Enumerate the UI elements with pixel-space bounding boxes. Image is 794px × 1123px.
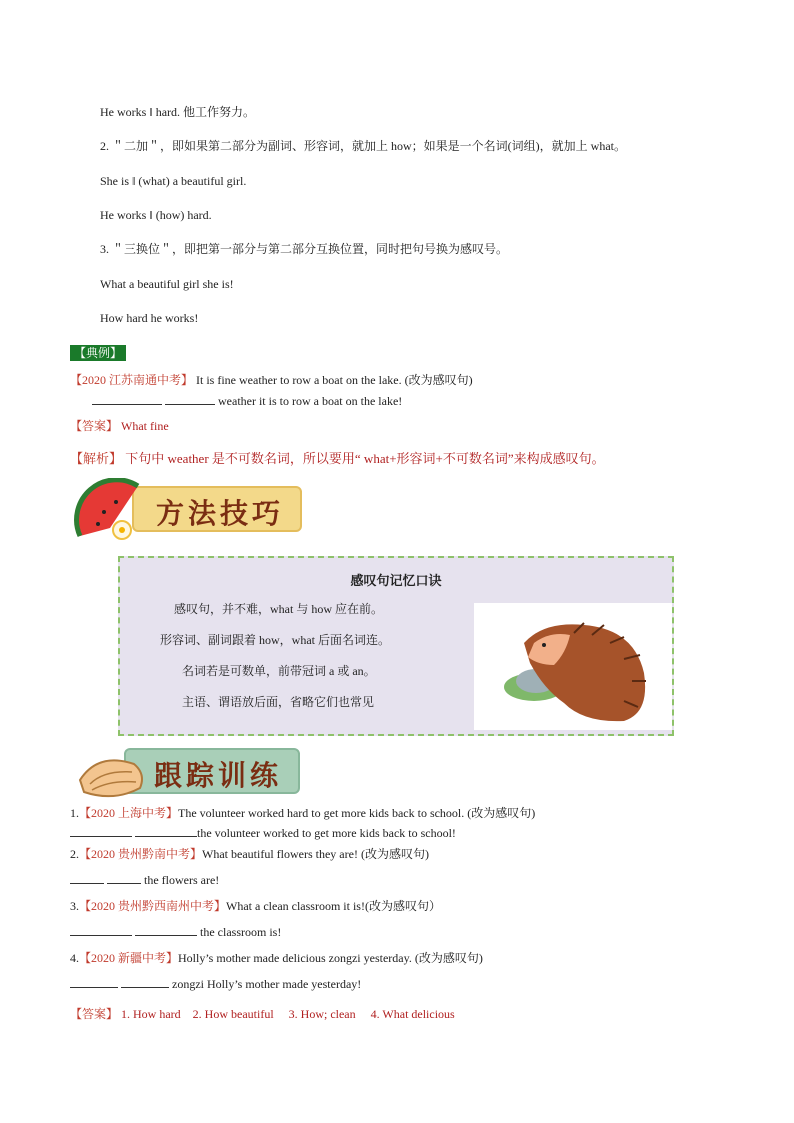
practice-answers-text: 1. How hard 2. How beautiful 3. How; clean 4. What delicious: [121, 1007, 455, 1021]
practice-question: [70, 898, 441, 914]
practice-question-text: What beautiful flowers they are! (改为感叹句): [202, 847, 429, 861]
answer-tag: 【答案】: [70, 419, 119, 433]
intro-line-2: 2. ＂二加＂，即如果第二部分为副词、形容词，就加上 how；如果是一个名词(词组)，就加上 what。: [100, 139, 626, 153]
example-fill: [92, 393, 402, 409]
practice-num: 1.: [70, 806, 79, 820]
practice-source: 【2020 上海中考】: [79, 806, 179, 820]
mnemonic-line-2: 形容词、副词跟着 how，what 后面名词连。: [160, 633, 390, 647]
shell-icon: [74, 740, 154, 812]
intro-line-7: How hard he works!: [100, 311, 199, 325]
practice-fill-text: the flowers are!: [144, 873, 220, 887]
blank[interactable]: [70, 976, 118, 988]
practice-fill-text: the volunteer worked to get more kids back to school!: [197, 826, 456, 840]
example-badge: 【典例】: [70, 345, 126, 361]
hedgehog-illustration: [474, 603, 672, 730]
mnemonic-line-1: 感叹句，并不难，what 与 how 应在前。: [174, 602, 383, 616]
practice-question-text: Holly’s mother made delicious zongzi yesterday. (改为感叹句): [178, 951, 483, 965]
method-banner: [74, 478, 304, 542]
intro-line-1: He works ‖ hard. 他工作努力。: [100, 105, 256, 119]
analysis-tag: 【解析】: [70, 451, 123, 466]
practice-banner: [74, 740, 304, 804]
blank[interactable]: [70, 825, 132, 837]
intro-line-4: He works ‖ (how) hard.: [100, 208, 212, 222]
blank[interactable]: [70, 924, 132, 936]
mnemonic-line-4: 主语、谓语放后面，省略它们也常见: [182, 695, 375, 709]
practice-source: 【2020 新疆中考】: [79, 951, 179, 965]
blank[interactable]: [121, 976, 169, 988]
example-source: 【2020 江苏南通中考】: [70, 373, 194, 387]
practice-source: 【2020 贵州黔南中考】: [79, 847, 203, 861]
intro-line-6: What a beautiful girl she is!: [100, 277, 234, 291]
practice-fill: [70, 825, 456, 841]
practice-fill: [70, 924, 281, 940]
practice-source: 【2020 贵州黔西南州中考】: [79, 899, 227, 913]
mnemonic-line-3: 名词若是可数单，前带冠词 a 或 an。: [182, 664, 376, 678]
practice-question: [70, 805, 535, 821]
example-analysis: [70, 451, 605, 467]
practice-question-text: What a clean classroom it is!(改为感叹句）: [226, 899, 441, 913]
mnemonic-title: 感叹句记忆口诀: [350, 573, 442, 588]
intro-line-3: She is ‖ (what) a beautiful girl.: [100, 174, 247, 188]
practice-question: [70, 846, 429, 862]
practice-answers: [70, 1006, 455, 1022]
blank[interactable]: [70, 872, 104, 884]
blank[interactable]: [135, 825, 197, 837]
example-question: [70, 372, 473, 388]
practice-question-text: The volunteer worked hard to get more kids back to school. (改为感叹句): [178, 806, 536, 820]
blank[interactable]: [135, 924, 197, 936]
practice-num: 2.: [70, 847, 79, 861]
practice-fill: [70, 976, 361, 992]
blank[interactable]: [107, 872, 141, 884]
example-answer: [70, 418, 169, 434]
practice-fill-text: zongzi Holly’s mother made yesterday!: [172, 977, 362, 991]
practice-banner-title: 跟踪训练: [154, 759, 283, 792]
watermelon-icon: [74, 478, 154, 550]
intro-line-5: 3. ＂三换位＂，即把第一部分与第二部分互换位置，同时把句号换为感叹号。: [100, 242, 509, 256]
example-question-text: It is fine weather to row a boat on the lake. (改为感叹句): [196, 373, 473, 387]
answer-text: What fine: [121, 419, 169, 433]
blank[interactable]: [165, 393, 215, 405]
method-banner-title: 方法技巧: [156, 497, 285, 530]
answer-tag: 【答案】: [70, 1007, 119, 1021]
blank[interactable]: [92, 393, 162, 405]
practice-num: 3.: [70, 899, 79, 913]
analysis-text: 下句中 weather 是不可数名词，所以要用“ what+形容词+不可数名词”来构成感叹句。: [125, 451, 605, 466]
practice-num: 4.: [70, 951, 79, 965]
practice-fill-text: the classroom is!: [200, 925, 282, 939]
example-fill-text: weather it is to row a boat on the lake!: [218, 394, 403, 408]
practice-question: [70, 950, 483, 966]
practice-fill: [70, 872, 219, 888]
